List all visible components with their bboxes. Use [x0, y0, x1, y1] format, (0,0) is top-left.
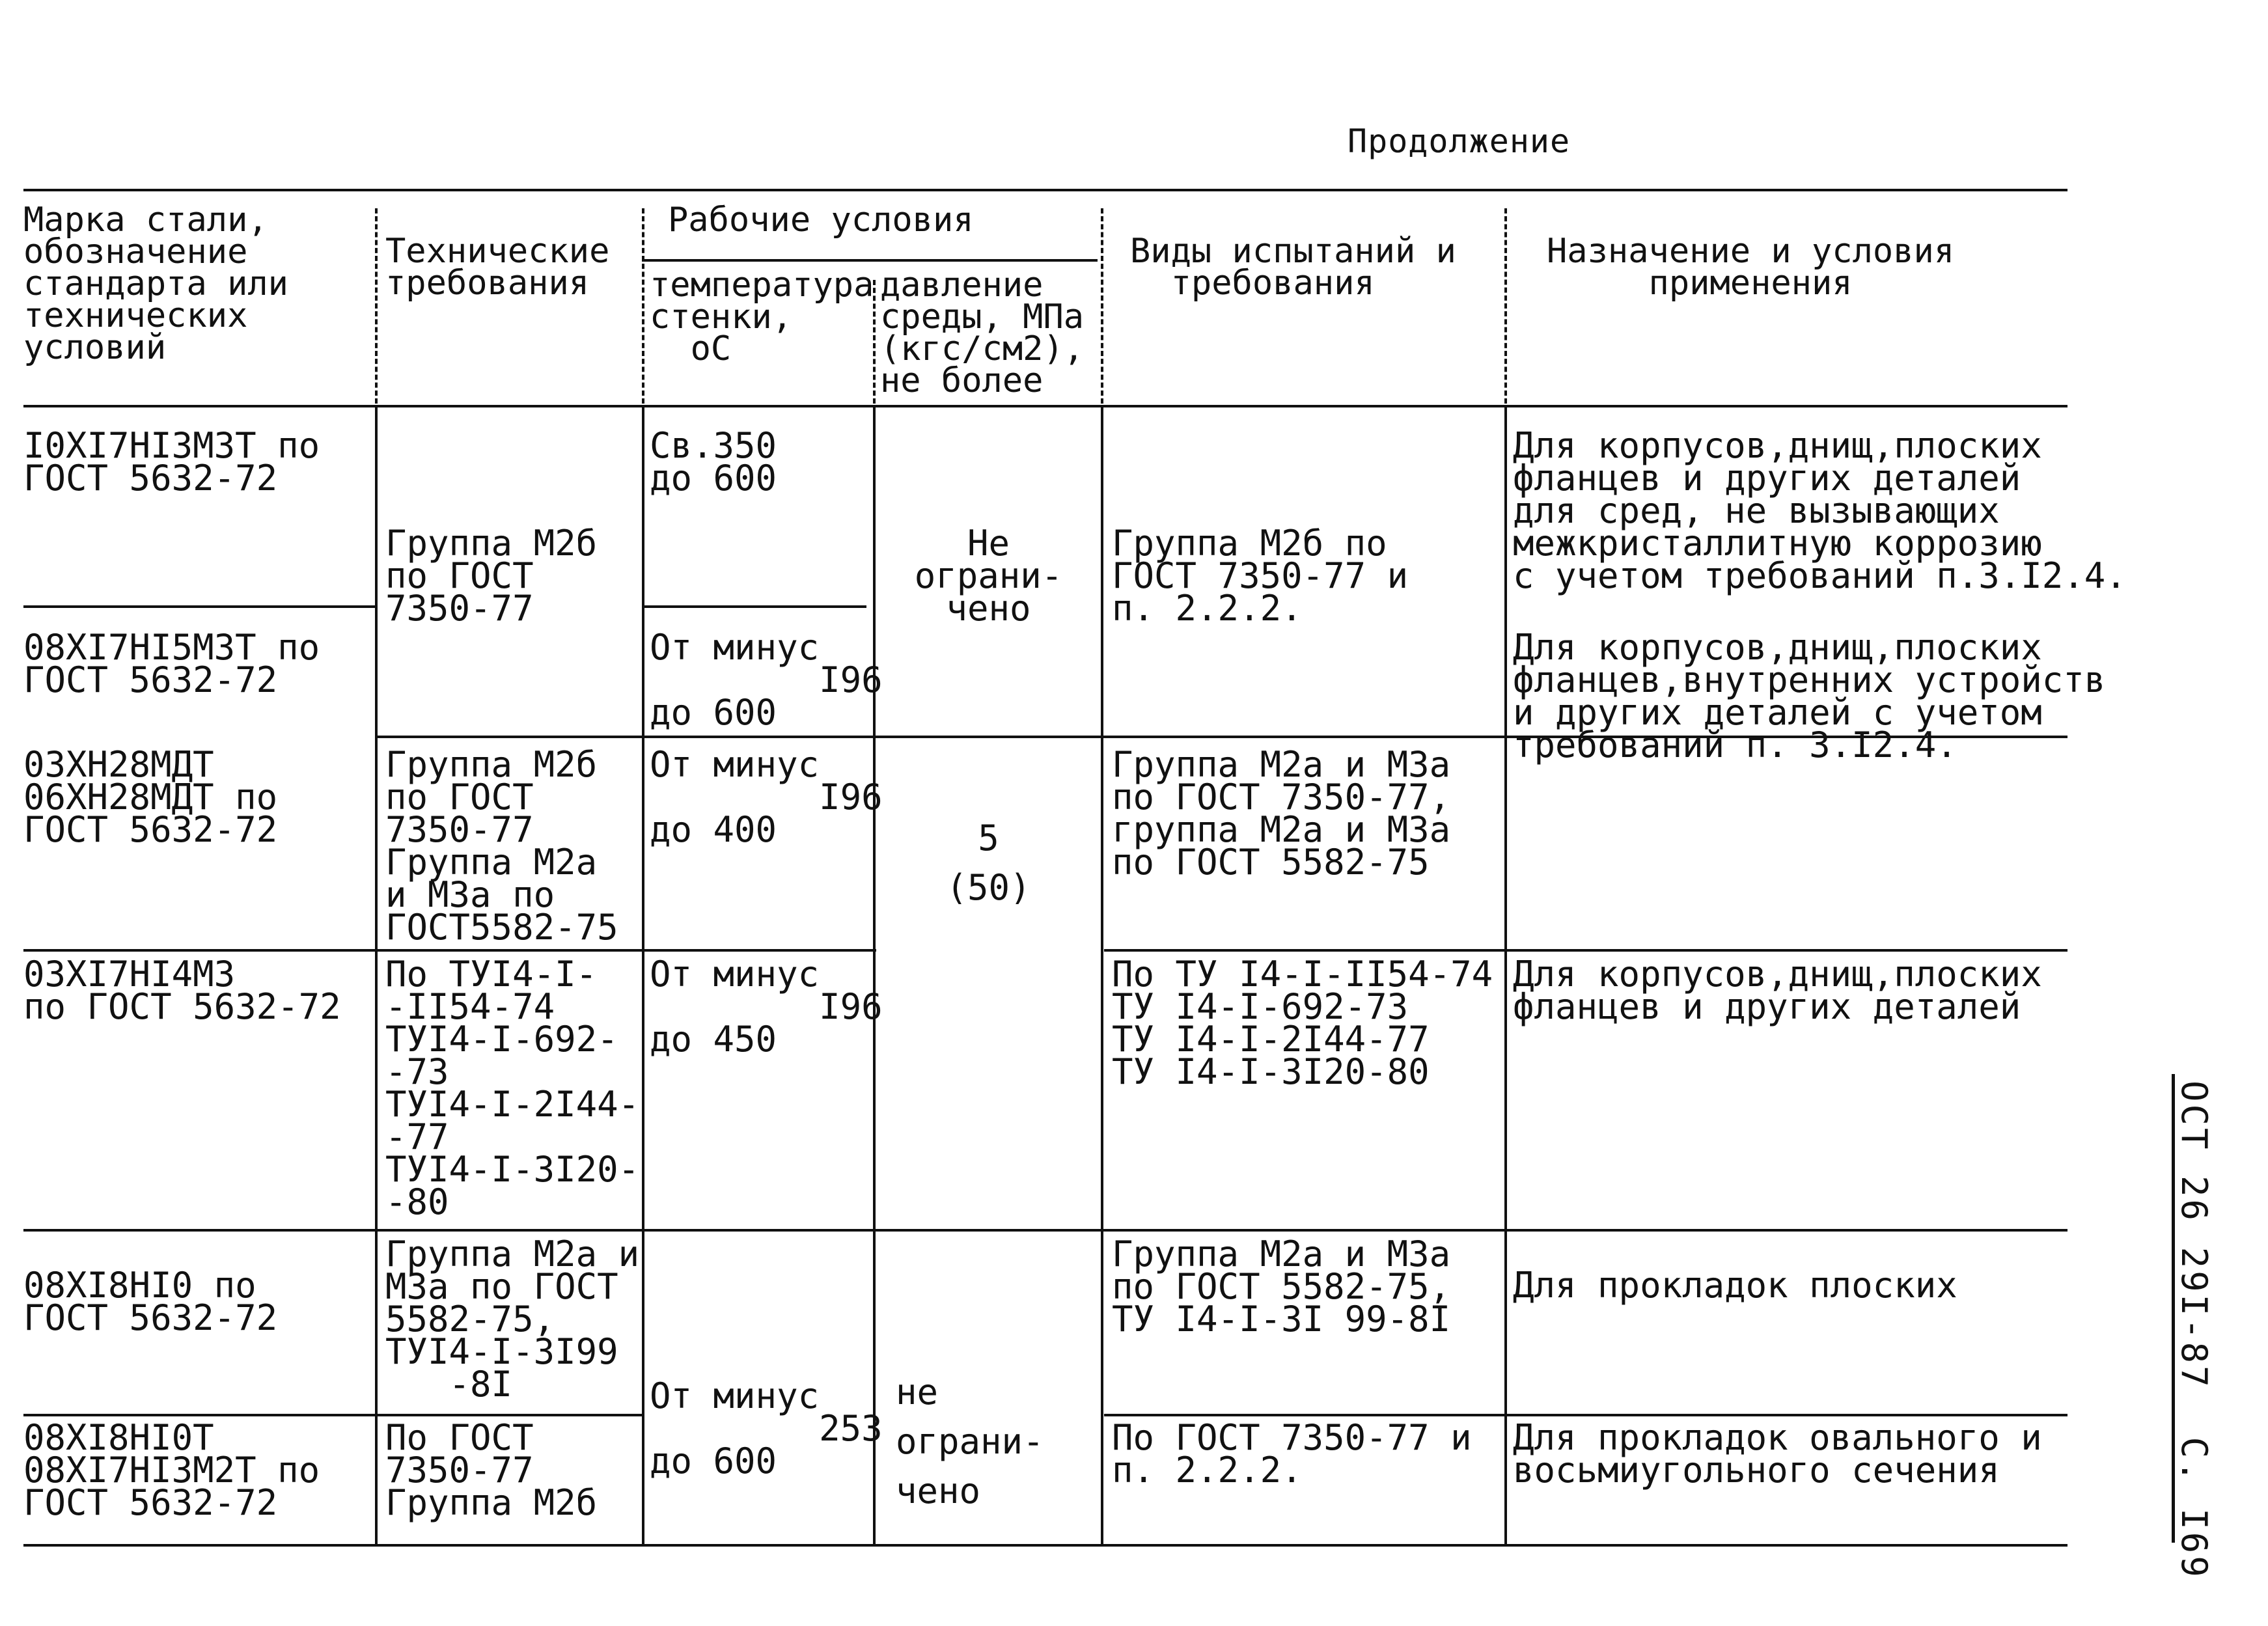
row5-grade: 08XI8HI0 по ГОСТ 5632-72	[23, 1265, 278, 1338]
row1-temp: Св.350 до 600	[650, 425, 777, 499]
vrule-2h	[642, 208, 644, 404]
header-work: Рабочие условия	[668, 200, 974, 240]
vrule-1	[375, 405, 378, 1544]
row2-purpose: Для корпусов,днищ,плоских фланцев,внутренних устройств и других деталей с учетом требований п. 3.I2.4.	[1513, 627, 2106, 765]
row56-pressure: не ограни- чено	[896, 1371, 1044, 1511]
row5-purpose: Для прокладок плоских	[1513, 1265, 1957, 1306]
row6-grade: 08XI8HI0T 08XI7HI3M2T по ГОСТ 5632-72	[23, 1417, 320, 1523]
header-pressure: давление среды, МПа (кгс/см2), не более	[880, 266, 1085, 400]
rule-top	[23, 189, 2067, 191]
rule-row5	[23, 1414, 642, 1416]
vrule-1h	[375, 208, 378, 404]
row3-tests: Группа M2a и M3a по ГОСТ 7350-77, группа M2a и M3a по ГОСТ 5582-75	[1112, 744, 1451, 883]
vrule-4h	[1101, 208, 1103, 404]
row34-pressure: 5 (50)	[946, 818, 1031, 908]
rule-row1	[23, 605, 375, 608]
row2-grade: 08XI7HI5M3T по ГОСТ 5632-72	[23, 627, 320, 700]
row4-tech: По ТУI4-I- -II54-74 ТУI4-I-692- -73 ТУI4-I-2I44- -77 ТУI4-I-3I20- -80	[385, 954, 640, 1222]
rule-bottom	[23, 1544, 2067, 1547]
row56-temp: От минус 253 до 600	[650, 1375, 883, 1481]
caption: Продолжение	[1348, 122, 1571, 160]
row12-pressure: Не ограни- чено	[914, 523, 1063, 629]
header-temp: температура стенки, оС	[650, 266, 874, 368]
header-tests: Виды испытаний и требования	[1130, 232, 1456, 303]
row12-tests: Группа M2б по ГОСТ 7350-77 и п. 2.2.2.	[1112, 523, 1409, 629]
row4-grade: 03XI7HI4M3 по ГОСТ 5632-72	[23, 954, 341, 1027]
row3-tech: Группа M2б по ГОСТ 7350-77 Группа M2a и M3a по ГОСТ5582-75	[385, 744, 618, 948]
header-purpose: Назначение и условия применения	[1547, 232, 1955, 303]
row6-purpose: Для прокладок овального и восьмиугольного сечения	[1513, 1417, 2042, 1491]
side-page-mark: ОСТ 26 29I-87 С. I69	[2174, 1081, 2215, 1580]
rule-row3b	[1104, 949, 2067, 952]
row12-tech: Группа M2б по ГОСТ 7350-77	[385, 523, 598, 629]
row5-tech: Группа M2a и M3a по ГОСТ 5582-75, ТУI4-I-3I99 -8I	[385, 1233, 640, 1405]
row6-tests: По ГОСТ 7350-77 и п. 2.2.2.	[1112, 1417, 1472, 1491]
header-grade: Марка стали, обозначение стандарта или технических условий	[23, 200, 288, 367]
rule-row1b	[642, 605, 866, 608]
vrule-2	[642, 405, 644, 1544]
vrule-5h	[1504, 208, 1507, 404]
row6-tech: По ГОСТ 7350-77 Группа M2б	[385, 1417, 598, 1523]
row3-grade: 03XH28MДT 06XH28MДT по ГОСТ 5632-72	[23, 744, 278, 850]
rule-header	[23, 405, 2067, 407]
document-table	[23, 189, 2127, 1556]
row3-temp: От минус I96 до 400	[650, 744, 883, 850]
row5-tests: Группа M2a и M3a по ГОСТ 5582-75, ТУ I4-I-3I 99-8I	[1112, 1233, 1451, 1340]
header-tech: Технические требования	[385, 232, 610, 303]
rule-row5b	[1104, 1414, 2067, 1416]
rule-row4	[23, 1229, 2067, 1232]
row4-temp: От минус I96 до 450	[650, 954, 883, 1060]
vrule-4	[1101, 405, 1103, 1544]
row4-purpose: Для корпусов,днищ,плоских фланцев и других деталей	[1513, 954, 2042, 1027]
rule-subheader	[642, 259, 1098, 262]
row4-tests: По ТУ I4-I-II54-74 ТУ I4-I-692-73 ТУ I4-I-2I44-77 ТУ I4-I-3I20-80	[1112, 954, 1493, 1092]
row1-purpose: Для корпусов,днищ,плоских фланцев и других деталей для сред, не вызывающих межкристаллитную коррозию с учетом требований п.3.I2.4.	[1513, 425, 2127, 596]
rule-row3	[23, 949, 876, 952]
row2-temp: От минус I96 до 600	[650, 627, 883, 733]
vrule-5	[1504, 405, 1507, 1544]
row1-grade: I0XI7HI3M3T по ГОСТ 5632-72	[23, 425, 320, 499]
